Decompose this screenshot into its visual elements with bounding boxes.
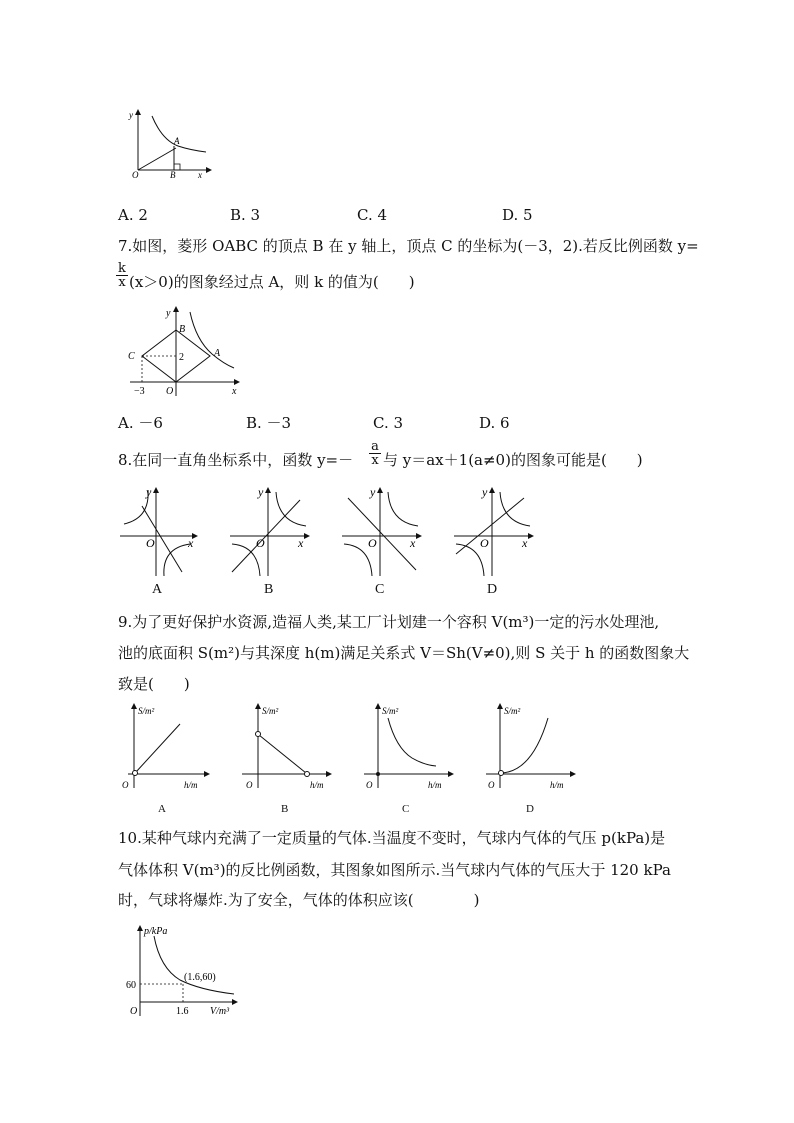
q8-c-O: O [368, 536, 377, 550]
q7-option-c: C. 3 [373, 414, 404, 432]
q9-graph-b [240, 702, 336, 794]
q8-fraction [369, 440, 381, 467]
q9-b-h: h/m [310, 780, 324, 790]
q10-point-label: (1.6,60) [184, 972, 216, 983]
q6-option-a: A. 2 [118, 206, 148, 224]
q6-x-label: x [198, 170, 202, 180]
q9-d-O: O [488, 780, 495, 790]
q9-line2: 池的底面积 S(m²)与其深度 h(m)满足关系式 V＝Sh(V≠0),则 S 关于 h 的函数图象大 [118, 644, 690, 662]
q10-1.6-label: 1.6 [176, 1006, 189, 1017]
q6-option-c: C. 4 [357, 206, 388, 224]
q10-line2: 气体体积 V(m³)的反比例函数，其图象如图所示.当气球内气体的气压大于 120 kPa [118, 861, 671, 879]
q6-A-label: A [174, 136, 180, 146]
q7-y-label: y [166, 308, 171, 319]
q8-graph-d [452, 484, 538, 580]
q7-A-label: A [214, 348, 221, 359]
q7-frac-den: x [116, 275, 128, 289]
q8-label-a: A [152, 582, 163, 597]
q7-B-label: B [179, 324, 186, 335]
q9-line1: 9.为了更好保护水资源,造福人类,某工厂计划建一个容积 V(m³)一定的污水处理池, [118, 613, 660, 631]
q9-graph-c [362, 702, 458, 794]
q8-d-O: O [480, 536, 489, 550]
q7-figure [124, 304, 242, 400]
q6-option-d: D. 5 [502, 206, 533, 224]
q7-line1: 7.如图，菱形 OABC 的顶点 B 在 y 轴上，顶点 C 的坐标为(－3，2).若反比例函数 y= [118, 237, 699, 255]
q9-a-h: h/m [184, 780, 198, 790]
q7-option-a: A. －6 [118, 414, 163, 432]
q10-O-label: O [130, 1006, 138, 1017]
q9-b-O: O [246, 780, 253, 790]
q9-label-d: D [526, 803, 534, 815]
q9-b-S: S/m² [262, 706, 279, 716]
q9-graph-d [484, 702, 580, 794]
q8-b-y: y [258, 485, 264, 499]
q8-graph-b [228, 484, 314, 580]
q6-option-b: B. 3 [230, 206, 261, 224]
q8-a-O: O [146, 536, 155, 550]
q10-line3: 时，气球将爆炸.为了安全，气体的体积应该( ) [118, 891, 480, 909]
q6-O-label: O [132, 170, 139, 180]
q9-graph-a [118, 702, 214, 794]
q8-pre: 8.在同一直角坐标系中，函数 y=－ [118, 451, 354, 469]
q9-a-S: S/m² [138, 706, 155, 716]
q9-label-b: B [281, 803, 289, 815]
q6-B-label: B [170, 170, 176, 180]
q9-line3: 致是( ) [118, 675, 190, 693]
q10-V-label: V/m³ [210, 1006, 230, 1017]
q9-label-a: A [158, 803, 166, 815]
q8-post: 与 y＝ax＋1(a≠0)的图象可能是( ) [383, 451, 643, 469]
q8-c-x: x [410, 536, 416, 550]
q7-fraction [116, 262, 128, 289]
q7-two-label: 2 [179, 352, 184, 363]
q9-d-h: h/m [550, 780, 564, 790]
q7-option-b: B. －3 [246, 414, 292, 432]
q9-label-c: C [402, 803, 410, 815]
q8-b-O: O [256, 536, 265, 550]
q8-graph-c [340, 484, 426, 580]
q9-c-O: O [366, 780, 373, 790]
q6-y-label: y [129, 110, 133, 120]
q7-x-label: x [232, 386, 237, 397]
q8-label-b: B [264, 582, 274, 597]
q8-a-y: y [146, 485, 152, 499]
q9-d-S: S/m² [504, 706, 521, 716]
q8-frac-den: x [369, 453, 381, 467]
q10-figure [124, 922, 244, 1020]
q7-frac-num: k [118, 261, 126, 276]
q9-a-O: O [122, 780, 129, 790]
q7-O-label: O [166, 386, 174, 397]
q10-sixty-label: 60 [126, 980, 136, 991]
q9-c-S: S/m² [382, 706, 399, 716]
q8-b-x: x [298, 536, 304, 550]
q8-a-x: x [188, 536, 194, 550]
q8-c-y: y [370, 485, 376, 499]
q8-d-x: x [522, 536, 528, 550]
q8-label-d: D [487, 582, 498, 597]
q6-figure [126, 106, 212, 178]
q7-C-label: C [128, 351, 135, 362]
q9-c-h: h/m [428, 780, 442, 790]
q8-label-c: C [375, 582, 385, 597]
q7-neg3-label: −3 [134, 386, 145, 397]
q10-line1: 10.某种气球内充满了一定质量的气体.当温度不变时，气球内气体的气压 p(kPa)是 [118, 829, 666, 847]
q8-graph-a [118, 484, 200, 580]
q7-option-d: D. 6 [479, 414, 510, 432]
q8-d-y: y [482, 485, 488, 499]
q10-p-label: p/kPa [144, 926, 168, 937]
q7-line2: (x＞0)的图象经过点 A，则 k 的值为( ) [129, 273, 415, 291]
q8-frac-num: a [371, 439, 379, 454]
